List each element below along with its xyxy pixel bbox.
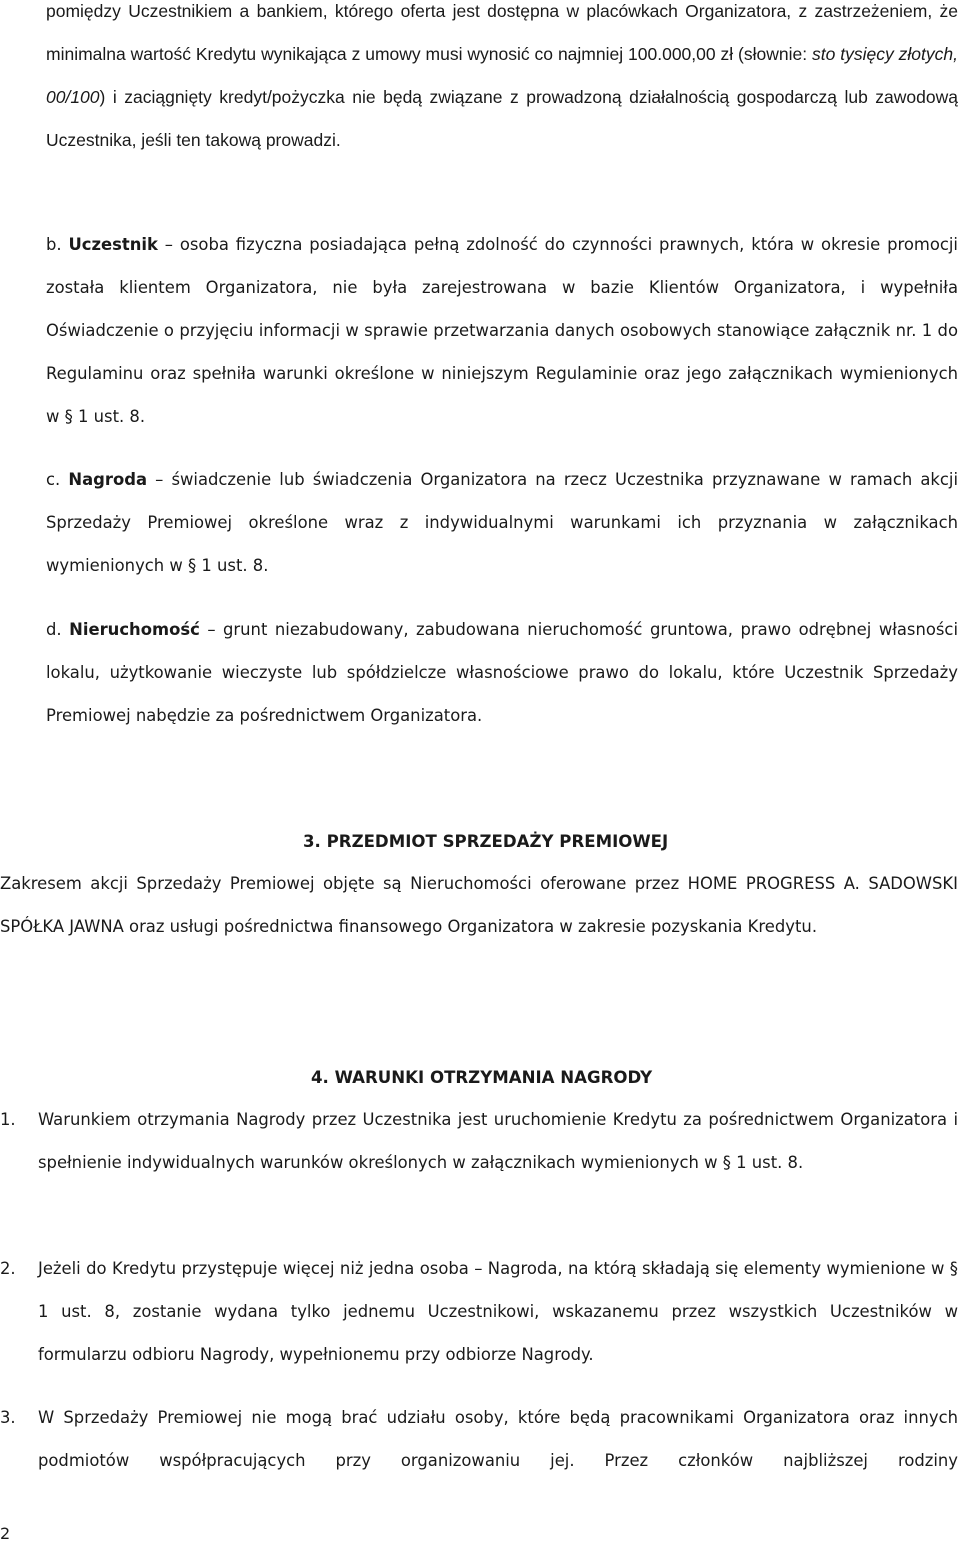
definition-b-text: – osoba fizyczna posiadająca pełną zdolność do czynności prawnych, która w okresie promocji została klientem Organizatora, nie była zarejestrowana w bazie Klientów Organizatora, i wypełniła Oświadczenie o przyjęciu informacji w sprawie przetwarzania danych osobowych stanowiące załącznik nr. 1 do Regulaminu oraz spełniła warunki określone w niniejszym Regulaminie oraz jego załącznikach wymienionych w § 1 ust. 8.	[46, 235, 958, 426]
definition-d-text: – grunt niezabudowany, zabudowana nieruchomość gruntowa, prawo odrębnej własności lokalu, użytkowanie wieczyste lub spółdzielcze własnościowe prawo do lokalu, które Uczestnik Sprzedaży Premiowej nabędzie za pośrednictwem Organizatora.	[46, 620, 958, 725]
list-item	[0, 1396, 958, 1482]
list-item-text: Warunkiem otrzymania Nagrody przez Uczestnika jest uruchomienie Kredytu za pośrednictwem Organizatora i spełnienie indywidualnych warunków określonych w załącznikach wymienionych w § 1 ust. 8.	[38, 1110, 958, 1172]
section-4-heading: 4. WARUNKI OTRZYMANIA NAGRODY	[311, 1068, 653, 1087]
definition-c-term: Nagroda	[68, 470, 148, 489]
list-item-number: 3.	[0, 1408, 16, 1427]
intro-italic-amount: sto tysięcy złotych, 00/100	[46, 44, 958, 107]
list-item-text: Jeżeli do Kredytu przystępuje więcej niż jedna osoba – Nagroda, na którą składają się elementy wymienione w § 1 ust. 8, zostanie wydana tylko jednemu Uczestnikowi, wskazanemu przez wszystkich Uczestników w formularzu odbioru Nagrody, wypełnionemu przy odbiorze Nagrody.	[38, 1259, 958, 1364]
list-item-number: 1.	[0, 1110, 16, 1129]
section-3-text: Zakresem akcji Sprzedaży Premiowej objęte są Nieruchomości oferowane przez HOME PROGRESS A. SADOWSKI SPÓŁKA JAWNA oraz usługi pośrednictwa finansowego Organizatora w zakresie pozyskania Kredytu.	[0, 874, 958, 936]
intro-text-part2: ) i zaciągnięty kredyt/pożyczka nie będą związane z prowadzoną działalnością gospodarczą lub zawodową Uczestnika, jeśli ten takową prowadzi.	[46, 87, 958, 150]
intro-text-part1: pomiędzy Uczestnikiem a bankiem, którego oferta jest dostępna w placówkach Organizatora, z zastrzeżeniem, że minimalna wartość Kredytu wynikająca z umowy musi wynosić co najmniej 100.000,00 zł (słownie:	[46, 1, 958, 64]
definition-c-text: – świadczenie lub świadczenia Organizatora na rzecz Uczestnika przyznawane w ramach akcji Sprzedaży Premiowej określone wraz z indywidualnymi warunkami ich przyznania w załącznikach wymienionych w § 1 ust. 8.	[46, 470, 958, 575]
list-item	[0, 1247, 958, 1376]
list-item-text: W Sprzedaży Premiowej nie mogą brać udziału osoby, które będą pracownikami Organizatora oraz innych podmiotów współpracujących przy organizowaniu jej. Przez członków najbliższej rodziny	[38, 1408, 958, 1470]
definition-d-letter: d.	[46, 620, 62, 639]
intro-paragraph	[46, 0, 958, 162]
definition-b	[46, 223, 958, 438]
list-item	[0, 1098, 958, 1184]
definition-c	[46, 458, 958, 587]
list-item-number: 2.	[0, 1259, 16, 1278]
definition-c-letter: c.	[46, 470, 61, 489]
section-3-heading: 3. PRZEDMIOT SPRZEDAŻY PREMIOWEJ	[303, 832, 669, 851]
page-number: 2	[0, 1524, 11, 1543]
definition-d-term: Nieruchomość	[69, 620, 200, 639]
definition-b-term: Uczestnik	[68, 235, 158, 254]
definition-b-letter: b.	[46, 235, 62, 254]
definition-d	[46, 608, 958, 737]
